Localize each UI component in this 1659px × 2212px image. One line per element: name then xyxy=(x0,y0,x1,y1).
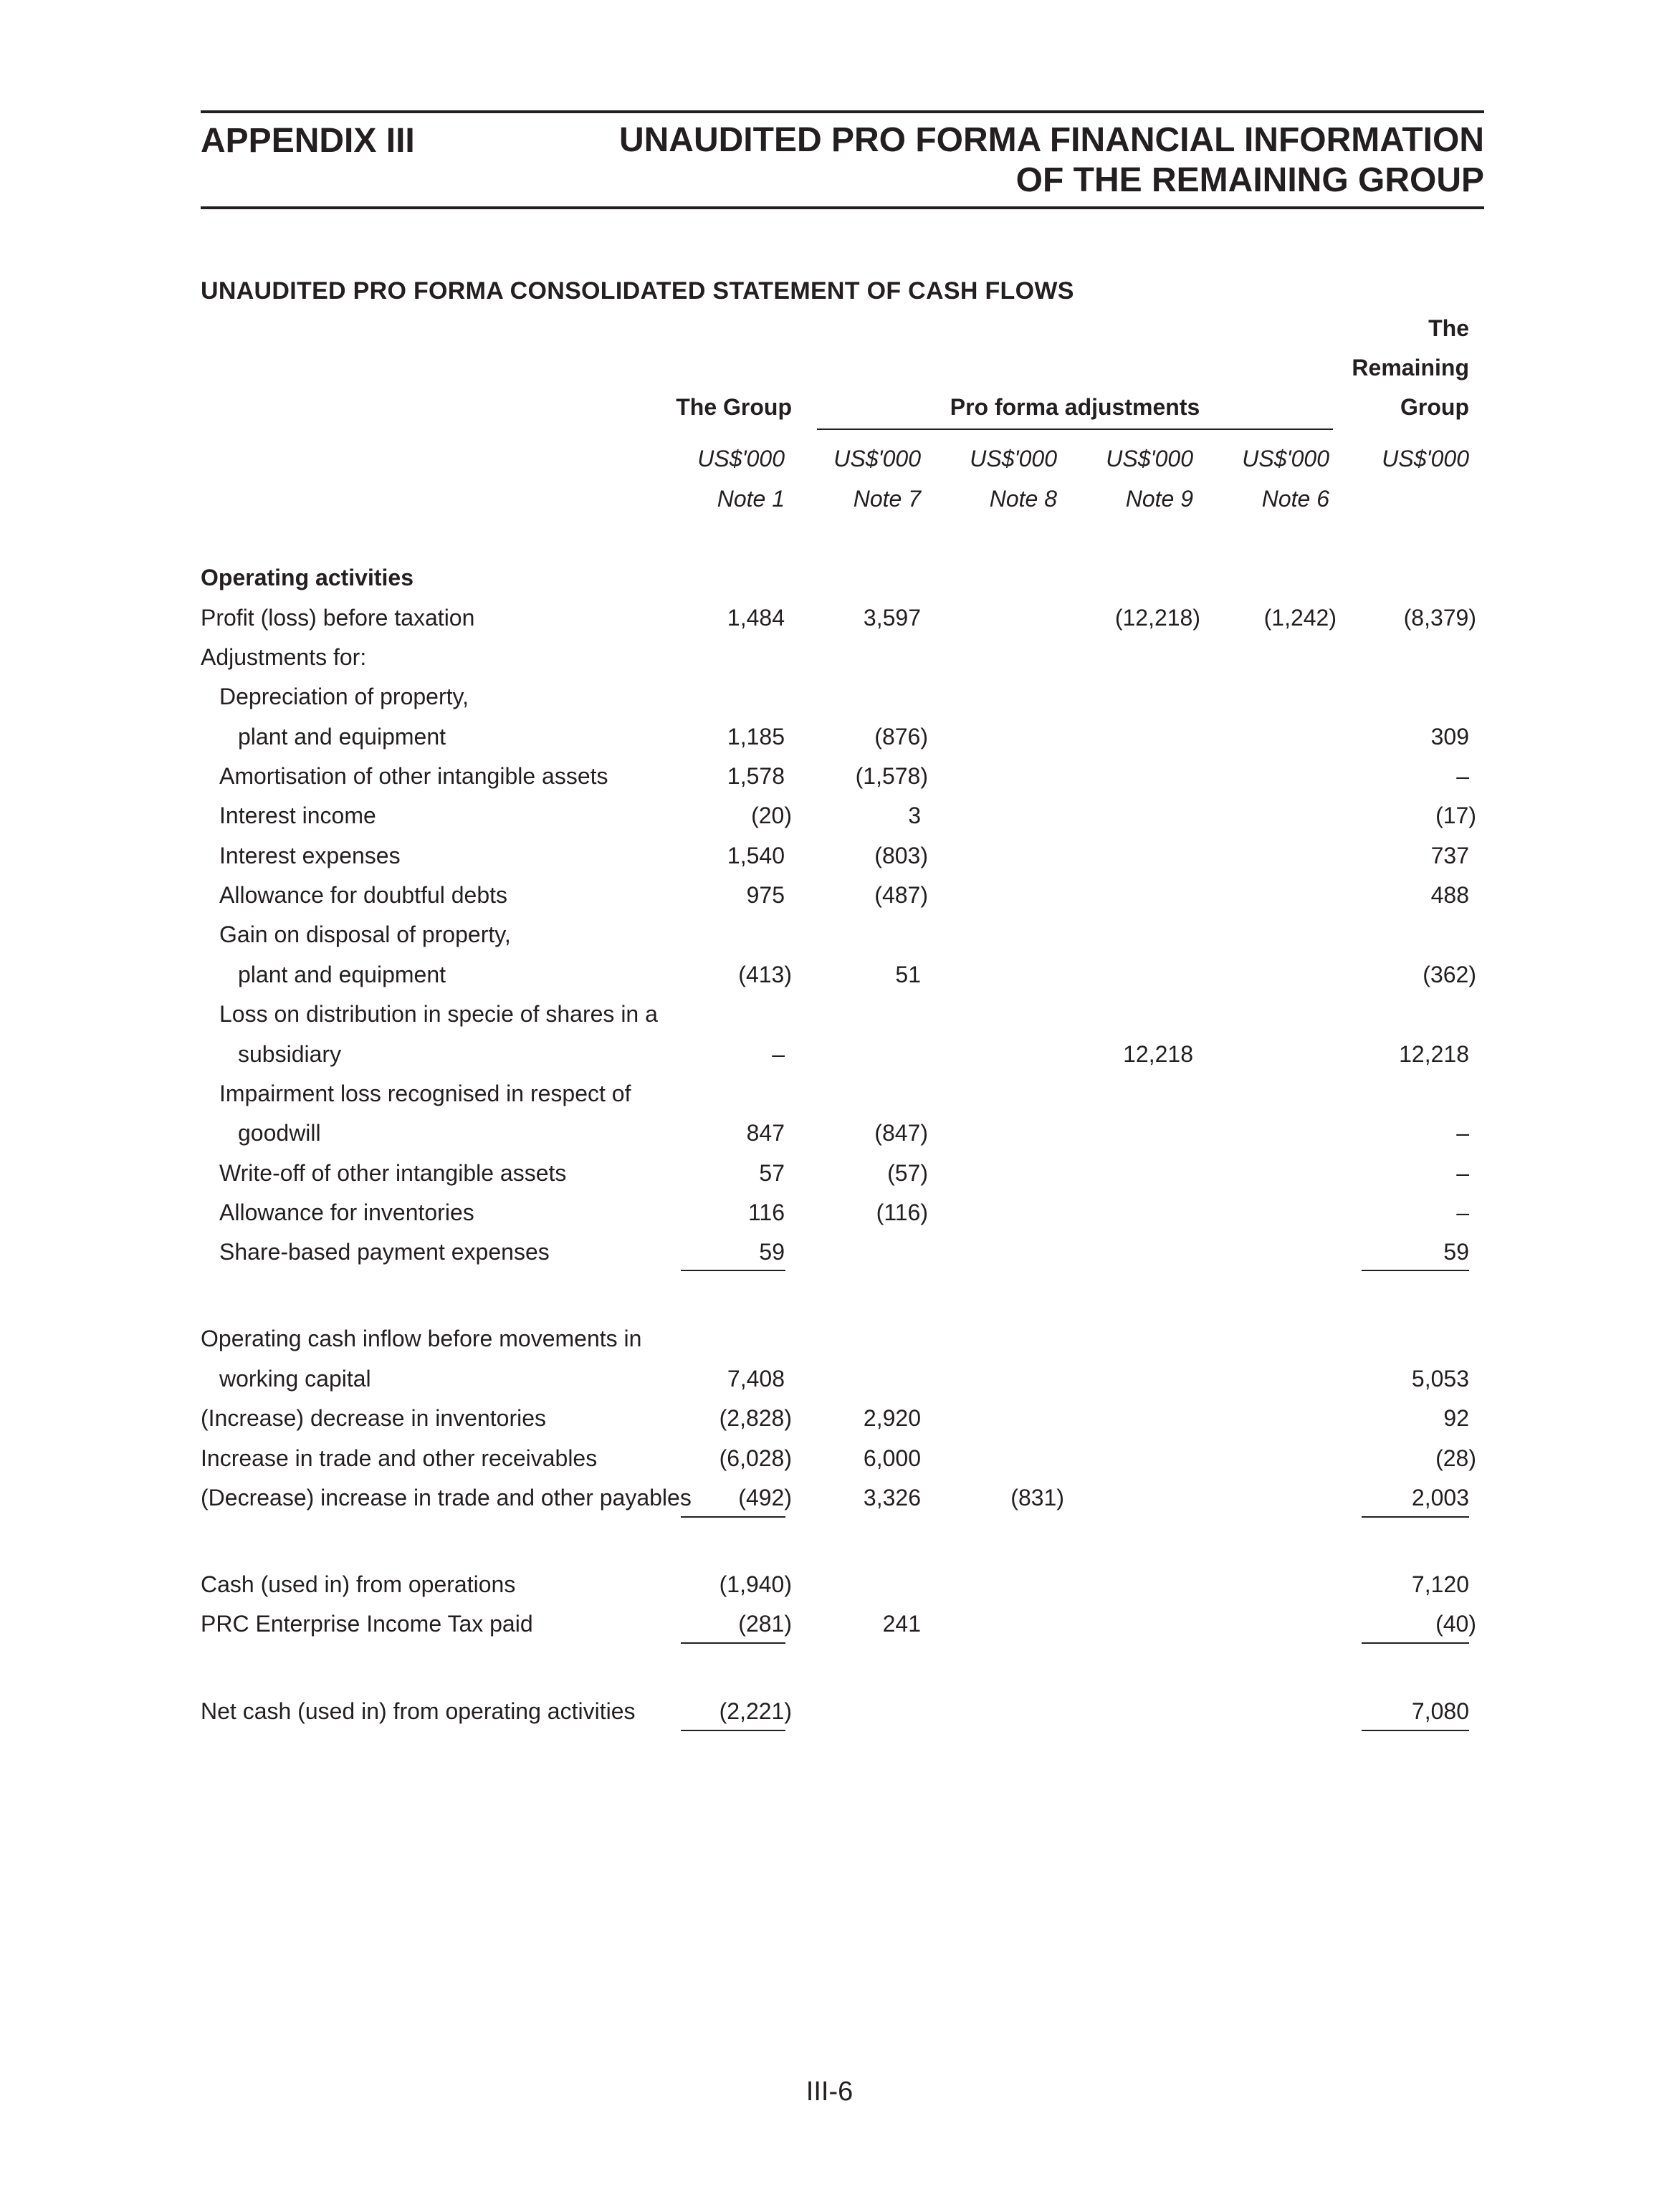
table-cell: – xyxy=(1456,763,1469,789)
subtotal-rule xyxy=(1362,1642,1469,1644)
row-label: Cash (used in) from operations xyxy=(201,1571,516,1597)
table-cell: 3,597 xyxy=(863,605,921,631)
table-cell: 5,053 xyxy=(1411,1366,1469,1392)
row-label: Depreciation of property, xyxy=(219,684,469,709)
row-label: Profit (loss) before taxation xyxy=(201,605,475,631)
table-cell: 7,120 xyxy=(1411,1571,1469,1597)
table-cell: 847 xyxy=(746,1120,785,1146)
remaining-header-line2: Remaining xyxy=(1352,355,1469,380)
table-cell: 59 xyxy=(759,1239,785,1265)
subtotal-rule xyxy=(681,1270,785,1271)
page-heading xyxy=(619,120,1484,201)
remaining-header-line1: The xyxy=(1428,315,1469,341)
table-cell: – xyxy=(1456,1120,1469,1146)
table-cell: (57) xyxy=(887,1160,928,1186)
table-cell: 309 xyxy=(1430,724,1469,750)
table-cell: 975 xyxy=(746,882,785,908)
table-cell: 488 xyxy=(1430,882,1469,908)
table-cell: (28) xyxy=(1435,1445,1476,1471)
page-heading-line2: OF THE REMAINING GROUP xyxy=(1015,161,1484,199)
table-cell: (876) xyxy=(874,724,928,750)
row-label: plant and equipment xyxy=(238,962,446,987)
header-rule-bottom xyxy=(201,206,1484,209)
table-cell: (847) xyxy=(874,1120,928,1146)
unit-label: US$'000 xyxy=(1382,446,1469,471)
row-label: Write-off of other intangible assets xyxy=(219,1160,567,1186)
row-label: Net cash (used in) from operating activities xyxy=(201,1698,636,1724)
table-cell: 737 xyxy=(1430,843,1469,868)
subtotal-rule xyxy=(1362,1270,1469,1271)
remaining-header-line3: Group xyxy=(1400,394,1469,420)
page-heading-line1: UNAUDITED PRO FORMA FINANCIAL INFORMATION xyxy=(618,121,1484,159)
table-cell: (487) xyxy=(874,882,928,908)
table-cell: 3,326 xyxy=(863,1485,921,1510)
table-cell: – xyxy=(1456,1160,1469,1186)
table-cell: (492) xyxy=(738,1485,792,1510)
row-label: PRC Enterprise Income Tax paid xyxy=(201,1611,533,1637)
table-cell: (40) xyxy=(1435,1611,1476,1637)
row-label: Gain on disposal of property, xyxy=(219,921,511,947)
table-cell: (116) xyxy=(876,1200,928,1225)
table-cell: 59 xyxy=(1443,1239,1469,1265)
note-label: Note 1 xyxy=(717,486,785,512)
row-label: Interest expenses xyxy=(219,843,401,868)
statement-title: UNAUDITED PRO FORMA CONSOLIDATED STATEMENT OF CASH FLOWS xyxy=(201,277,1074,305)
note-label: Note 7 xyxy=(853,486,921,512)
row-label: Adjustments for: xyxy=(201,644,367,670)
section-heading: Operating activities xyxy=(201,565,413,590)
table-cell: 7,080 xyxy=(1411,1698,1469,1724)
page-number: III-6 xyxy=(805,2077,854,2107)
table-cell: (831) xyxy=(1010,1485,1064,1510)
table-cell: 2,003 xyxy=(1411,1485,1469,1510)
table-cell: (1,578) xyxy=(855,763,928,789)
row-label: subsidiary xyxy=(238,1041,342,1067)
subtotal-rule xyxy=(681,1642,785,1644)
unit-label: US$'000 xyxy=(970,446,1057,471)
table-cell: (20) xyxy=(751,803,792,828)
table-cell: (17) xyxy=(1435,803,1476,828)
table-cell: 116 xyxy=(747,1200,785,1225)
row-label: Interest income xyxy=(219,803,376,828)
table-cell: 241 xyxy=(882,1611,921,1637)
table-cell: 92 xyxy=(1443,1405,1469,1431)
table-cell: 1,578 xyxy=(727,763,785,789)
table-cell: 51 xyxy=(895,962,921,987)
table-cell: (2,828) xyxy=(719,1405,792,1431)
appendix-label: APPENDIX III xyxy=(201,122,415,160)
header-rule-top xyxy=(201,110,1484,113)
row-label: Operating cash inflow before movements in xyxy=(201,1326,642,1351)
table-cell: (6,028) xyxy=(719,1445,792,1471)
row-label: (Increase) decrease in inventories xyxy=(201,1405,547,1431)
group-header: The Group xyxy=(676,394,792,420)
table-cell: 1,185 xyxy=(727,724,785,750)
row-label: Increase in trade and other receivables xyxy=(201,1445,598,1471)
total-rule xyxy=(681,1730,785,1731)
total-rule xyxy=(1362,1730,1469,1731)
row-label: (Decrease) increase in trade and other payables xyxy=(201,1485,692,1510)
table-cell: (281) xyxy=(738,1611,792,1637)
note-label: Note 8 xyxy=(989,486,1057,512)
table-cell: – xyxy=(1456,1200,1469,1225)
table-cell: 12,218 xyxy=(1123,1041,1193,1067)
adjustments-header-rule xyxy=(817,428,1333,430)
unit-label: US$'000 xyxy=(1106,446,1193,471)
table-cell: 1,540 xyxy=(727,843,785,868)
table-cell: 7,408 xyxy=(727,1366,785,1392)
table-cell: 1,484 xyxy=(727,605,785,631)
table-cell: (12,218) xyxy=(1114,605,1200,631)
row-label: working capital xyxy=(219,1366,371,1392)
table-cell: 6,000 xyxy=(863,1445,921,1471)
table-cell: (2,221) xyxy=(719,1698,792,1724)
table-cell: (1,940) xyxy=(719,1571,792,1597)
row-label: Share-based payment expenses xyxy=(219,1239,550,1265)
row-label: Allowance for doubtful debts xyxy=(219,882,508,908)
adjustments-header: Pro forma adjustments xyxy=(950,394,1200,420)
table-cell: 12,218 xyxy=(1399,1041,1469,1067)
table-cell: (1,242) xyxy=(1263,605,1337,631)
subtotal-rule xyxy=(681,1516,785,1518)
table-cell: 3 xyxy=(908,803,921,828)
table-cell: – xyxy=(772,1041,785,1067)
unit-label: US$'000 xyxy=(833,446,921,471)
row-label: Allowance for inventories xyxy=(219,1200,474,1225)
note-label: Note 9 xyxy=(1125,486,1193,512)
unit-label: US$'000 xyxy=(697,446,785,471)
table-cell: (362) xyxy=(1423,962,1476,987)
note-label: Note 6 xyxy=(1261,486,1329,512)
row-label: plant and equipment xyxy=(238,724,446,750)
row-label: Amortisation of other intangible assets xyxy=(219,763,608,789)
subtotal-rule xyxy=(1362,1516,1469,1518)
table-cell: (413) xyxy=(738,962,792,987)
table-cell: (8,379) xyxy=(1403,605,1476,631)
row-label: goodwill xyxy=(238,1120,321,1146)
table-cell: (803) xyxy=(874,843,928,868)
table-cell: 2,920 xyxy=(863,1405,921,1431)
row-label: Loss on distribution in specie of shares in a xyxy=(219,1001,658,1027)
row-label: Impairment loss recognised in respect of xyxy=(219,1081,631,1106)
unit-label: US$'000 xyxy=(1242,446,1329,471)
table-cell: 57 xyxy=(759,1160,785,1186)
